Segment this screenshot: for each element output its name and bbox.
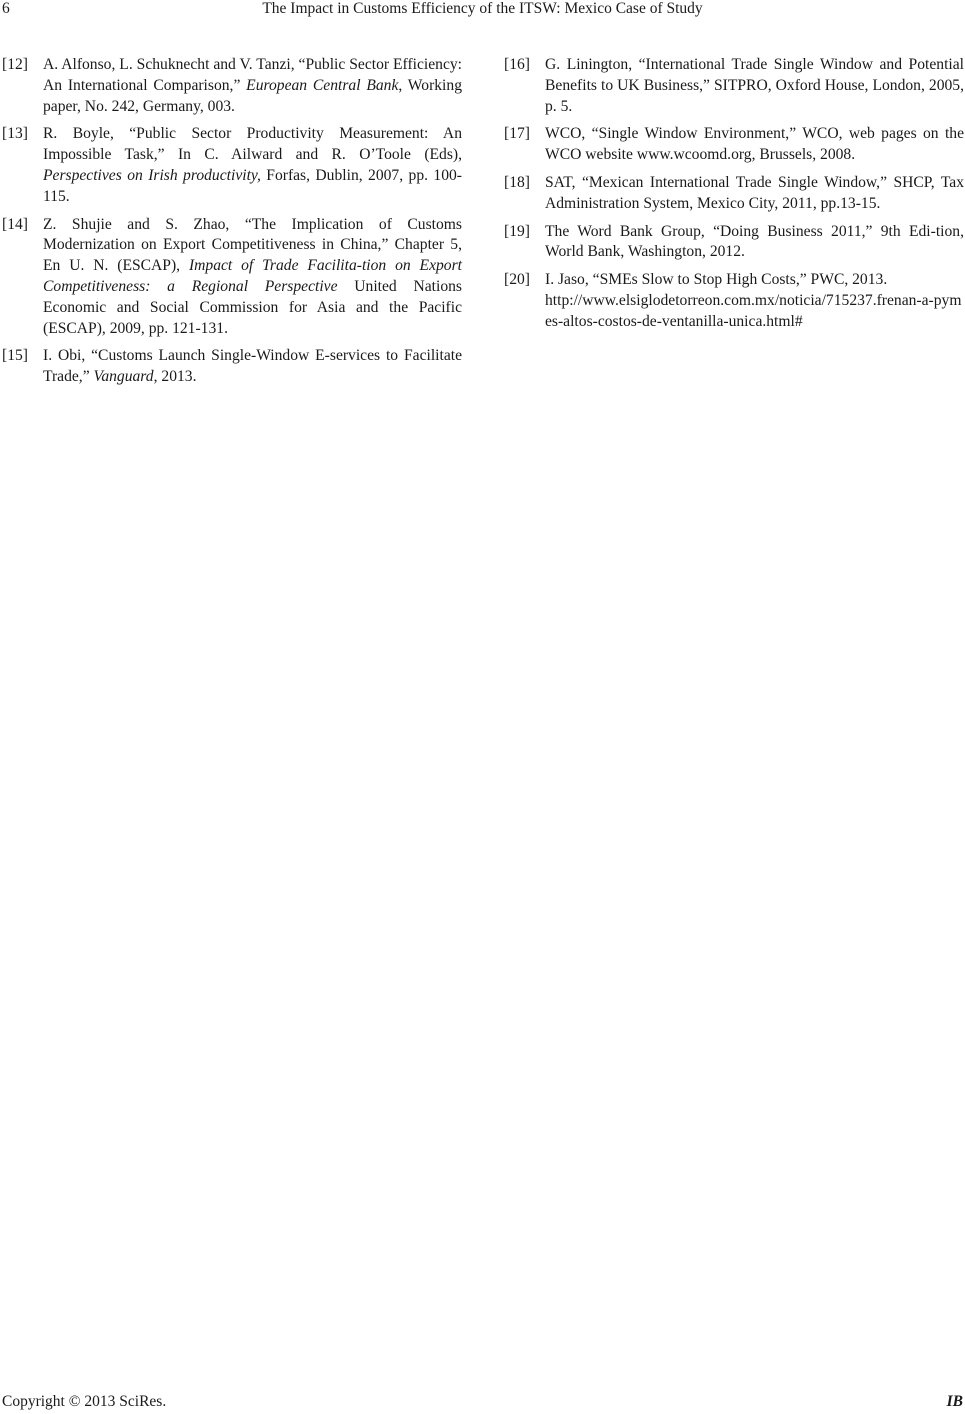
- reference-16: [504, 55, 964, 117]
- reference-text: WCO, “Single Window Environment,” WCO, web pages on the WCO website www.wcoomd.org, Brussels, 2008.: [545, 125, 964, 164]
- reference-number: [20]: [504, 271, 530, 289]
- reference-text: The Word Bank Group, “Doing Business 2011,” 9th Edi-tion, World Bank, Washington, 2012.: [545, 222, 964, 261]
- reference-text: [545, 270, 964, 332]
- reference-number: [15]: [2, 347, 28, 365]
- reference-12: [2, 55, 462, 117]
- reference-text: [43, 346, 462, 388]
- reference-number: [13]: [2, 125, 28, 143]
- reference-authors-title: R. Boyle, “Public Sector Productivity Measurement: An Impossible Task,” In C. Ailward and R. O’Toole (Eds),: [43, 125, 462, 164]
- reference-source: Vanguard: [93, 368, 154, 386]
- reference-details: , 2013.: [153, 368, 197, 386]
- journal-abbreviation: IB: [946, 1393, 963, 1410]
- reference-18: [504, 173, 964, 215]
- reference-number: [19]: [504, 222, 530, 240]
- reference-citation: I. Jaso, “SMEs Slow to Stop High Costs,” PWC, 2013.: [545, 271, 888, 289]
- reference-17: [504, 124, 964, 166]
- references-left-column: [2, 55, 462, 395]
- reference-authors-title: Z. Shujie and S. Zhao, “The Implication of Customs Modernization on Export Competitiveness in China,” Chapter 5, En U. N. (ESCAP),: [43, 215, 462, 275]
- reference-authors-title: A. Alfonso, L. Schuknecht and V. Tanzi, “Public Sector Efficiency: An International Comparison,”: [43, 56, 462, 94]
- reference-20: [504, 270, 964, 332]
- reference-text: [43, 215, 462, 340]
- references-right-column: [504, 55, 964, 340]
- reference-url-link[interactable]: http://www.elsiglodetorreon.com.mx/noticia/715237.frenan-a-pymes-altos-costos-de-ventanilla-unica.html#: [545, 291, 962, 330]
- reference-source: Impact of Trade Facilita-tion on Export Competitiveness: a Regional Perspective: [43, 257, 462, 295]
- reference-text: SAT, “Mexican International Trade Single Window,” SHCP, Tax Administration System, Mexico City, 2011, pp.13-15.: [545, 173, 964, 212]
- running-title: The Impact in Customs Efficiency of the ITSW: Mexico Case of Study: [262, 0, 703, 17]
- page-footer: [0, 1393, 965, 1413]
- reference-number: [16]: [504, 56, 530, 73]
- reference-text: [43, 124, 462, 207]
- reference-number: [17]: [504, 125, 530, 143]
- reference-13: [2, 124, 462, 207]
- reference-source: European Central Bank: [246, 76, 399, 94]
- page-number: 6: [2, 0, 10, 17]
- reference-15: [2, 346, 462, 388]
- reference-details: , Working paper, No. 242, Germany, 003.: [43, 76, 462, 115]
- page-header: [0, 0, 965, 22]
- reference-text: [43, 55, 462, 117]
- reference-14: [2, 215, 462, 340]
- reference-number: [14]: [2, 215, 28, 233]
- reference-number: [18]: [504, 173, 530, 191]
- reference-text: G. Linington, “International Trade Single Window and Potential Benefits to UK Business,” SITPRO, Oxford House, London, 2005, p. 5.: [545, 56, 964, 115]
- reference-number: [12]: [2, 56, 28, 73]
- reference-authors-title: I. Obi, “Customs Launch Single-Window E-services to Facilitate Trade,”: [43, 347, 462, 386]
- reference-details: Forfas, Dublin, 2007, pp. 100-115.: [43, 166, 462, 205]
- copyright-notice: Copyright © 2013 SciRes.: [2, 1393, 167, 1410]
- reference-details: United Nations Economic and Social Commission for Asia and the Pacific (ESCAP), 2009, pp. 121-131.: [43, 277, 462, 337]
- reference-19: [504, 222, 964, 264]
- reference-source: Perspectives on Irish productivity,: [43, 166, 261, 184]
